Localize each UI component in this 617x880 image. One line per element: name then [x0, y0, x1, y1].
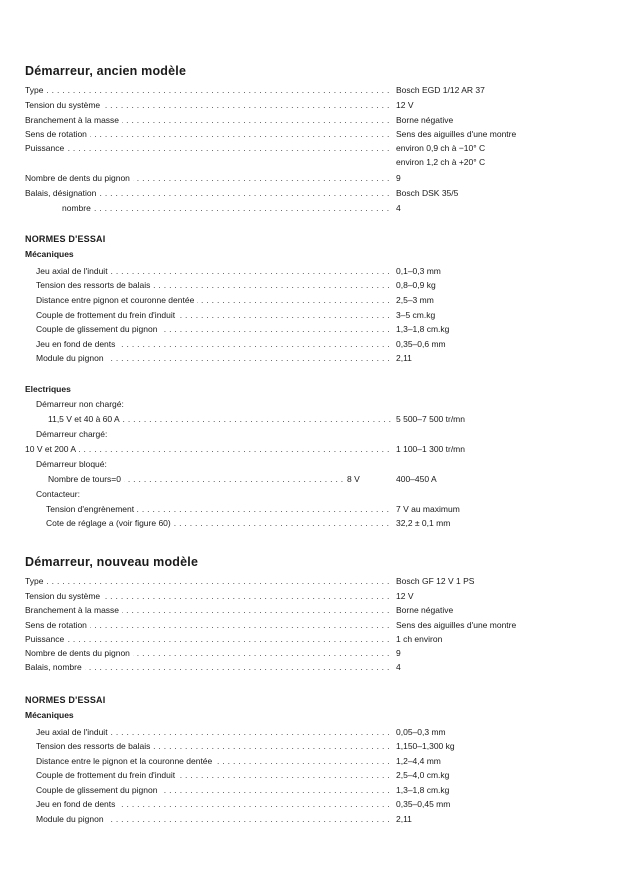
old-row-teeth [25, 172, 391, 184]
engage-row [46, 503, 391, 515]
old-mech-row [36, 279, 391, 291]
locked-label: Démarreur bloqué: [36, 459, 107, 469]
loaded-label: Démarreur chargé: [36, 429, 108, 439]
old-row-brushes [25, 187, 391, 199]
row-label: Tension du système [25, 100, 103, 110]
row-value: 400–450 A [396, 474, 437, 484]
row-value: 2,11 [396, 353, 412, 363]
row-label: Puissance [25, 634, 67, 644]
row-label: Sens de rotation [25, 620, 90, 630]
row-label: Branchement à la masse [25, 115, 122, 125]
row-label: Couple de frottement du frein d'induit [36, 310, 178, 320]
new-row-power [25, 633, 391, 645]
row-label: Branchement à la masse [25, 605, 122, 615]
locked-row [48, 473, 343, 485]
old-row-brush-count [62, 202, 391, 214]
row-value: 0,8–0,9 kg [396, 280, 436, 290]
row-label: 10 V et 200 A [25, 444, 79, 454]
locked-voltage: 8 V [347, 474, 360, 484]
new-mech-row [36, 813, 391, 825]
old-mech-row [36, 265, 391, 277]
row-value: 0,1–0,3 mm [396, 266, 441, 276]
row-label: Jeu en fond de dents [36, 339, 118, 349]
row-value: Sens des aiguilles d'une montre [396, 620, 517, 630]
row-value: Bosch EGD 1/12 AR 37 [396, 85, 485, 95]
row-value: Bosch DSK 35/5 [396, 188, 459, 198]
new-mech-row [36, 755, 391, 767]
loaded-row [25, 443, 391, 455]
old-row-power [25, 142, 391, 154]
row-value: 0,35–0,45 mm [396, 799, 451, 809]
old-mech-row [36, 309, 391, 321]
row-label: Sens de rotation [25, 129, 90, 139]
row-label: Type [25, 576, 46, 586]
no-load-label: Démarreur non chargé: [36, 399, 124, 409]
old-mech-heading: Mécaniques [25, 249, 74, 259]
row-label: Jeu axial de l'induit [36, 727, 111, 737]
row-label: 11,5 V et 40 à 60 A [48, 414, 123, 424]
new-mech-row [36, 769, 391, 781]
row-label: Module du pignon [36, 814, 107, 824]
row-value: Borne négative [396, 115, 454, 125]
row-value: 2,5–4,0 cm.kg [396, 770, 450, 780]
row-value: 0,35–0,6 mm [396, 339, 446, 349]
row-label: Tension des ressorts de balais [36, 280, 153, 290]
row-value: 1 ch environ [396, 634, 443, 644]
row-value: 0,05–0,3 mm [396, 727, 446, 737]
row-value: 1,150–1,300 kg [396, 741, 455, 751]
row-value: 12 V [396, 591, 414, 601]
new-tests-heading: NORMES D'ESSAI [25, 695, 106, 705]
new-mech-heading: Mécaniques [25, 710, 74, 720]
row-label: Type [25, 85, 46, 95]
row-label: Nombre de dents du pignon [25, 648, 133, 658]
row-label: Nombre de dents du pignon [25, 173, 133, 183]
row-value: 1,2–4,4 mm [396, 756, 441, 766]
row-value: 1,3–1,8 cm.kg [396, 785, 450, 795]
row-label: Distance entre pignon et couronne dentée [36, 295, 197, 305]
old-tests-heading: NORMES D'ESSAI [25, 234, 106, 244]
row-value: 7 V au maximum [396, 504, 460, 514]
old-row-ground [25, 114, 391, 126]
row-label: Tension d'engrènement [46, 504, 137, 514]
row-value: 32,2 ± 0,1 mm [396, 518, 451, 528]
new-row-brushes [25, 661, 391, 673]
old-mech-row [36, 338, 391, 350]
row-label: Tension du système [25, 591, 103, 601]
row-value: 1 100–1 300 tr/mn [396, 444, 465, 454]
new-mech-row [36, 784, 391, 796]
row-label: Jeu axial de l'induit [36, 266, 111, 276]
row-label: Balais, nombre [25, 662, 85, 672]
old-mech-row [36, 323, 391, 335]
row-label: Balais, désignation [25, 188, 99, 198]
old-elec-heading: Electriques [25, 384, 71, 394]
row-value: Borne négative [396, 605, 454, 615]
old-row-rotation [25, 128, 391, 140]
row-label: nombre [62, 203, 94, 213]
row-value: 4 [396, 203, 401, 213]
new-mech-row [36, 726, 391, 738]
row-value: 4 [396, 662, 401, 672]
row-label: Puissance [25, 143, 67, 153]
old-row-voltage [25, 99, 391, 111]
new-model-title: Démarreur, nouveau modèle [25, 555, 199, 569]
old-mech-row [36, 352, 391, 364]
row-value: 2,5–3 mm [396, 295, 434, 305]
no-load-row [48, 413, 391, 425]
row-value: environ 0,9 ch à −10° C [396, 143, 486, 153]
row-value: Bosch GF 12 V 1 PS [396, 576, 475, 586]
new-row-voltage [25, 590, 391, 602]
row-value: Sens des aiguilles d'une montre [396, 129, 517, 139]
adjust-row [46, 517, 391, 529]
row-label: Tension des ressorts de balais [36, 741, 153, 751]
row-label: Cote de réglage a (voir figure 60) [46, 518, 174, 528]
row-label: Distance entre le pignon et la couronne dentée [36, 756, 215, 766]
row-value: 12 V [396, 100, 414, 110]
power-extra: environ 1,2 ch à +20° C [396, 157, 486, 167]
new-row-teeth [25, 647, 391, 659]
new-row-rotation [25, 619, 391, 631]
row-label: Couple de glissement du pignon [36, 324, 160, 334]
new-mech-row [36, 740, 391, 752]
row-value: 3–5 cm.kg [396, 310, 436, 320]
row-label: Module du pignon [36, 353, 107, 363]
row-label: Couple de frottement du frein d'induit [36, 770, 178, 780]
row-label: Nombre de tours=0 [48, 474, 124, 484]
row-value: 1,3–1,8 cm.kg [396, 324, 450, 334]
row-label: Couple de glissement du pignon [36, 785, 160, 795]
new-mech-row [36, 798, 391, 810]
row-value: 2,11 [396, 814, 412, 824]
old-row-type [25, 84, 391, 96]
row-value: 9 [396, 173, 401, 183]
contactor-label: Contacteur: [36, 489, 80, 499]
old-mech-row [36, 294, 391, 306]
old-model-title: Démarreur, ancien modèle [25, 64, 187, 78]
row-label: Jeu en fond de dents [36, 799, 118, 809]
row-value: 5 500–7 500 tr/mn [396, 414, 465, 424]
new-row-ground [25, 604, 391, 616]
new-row-type [25, 575, 391, 587]
row-value: 9 [396, 648, 401, 658]
